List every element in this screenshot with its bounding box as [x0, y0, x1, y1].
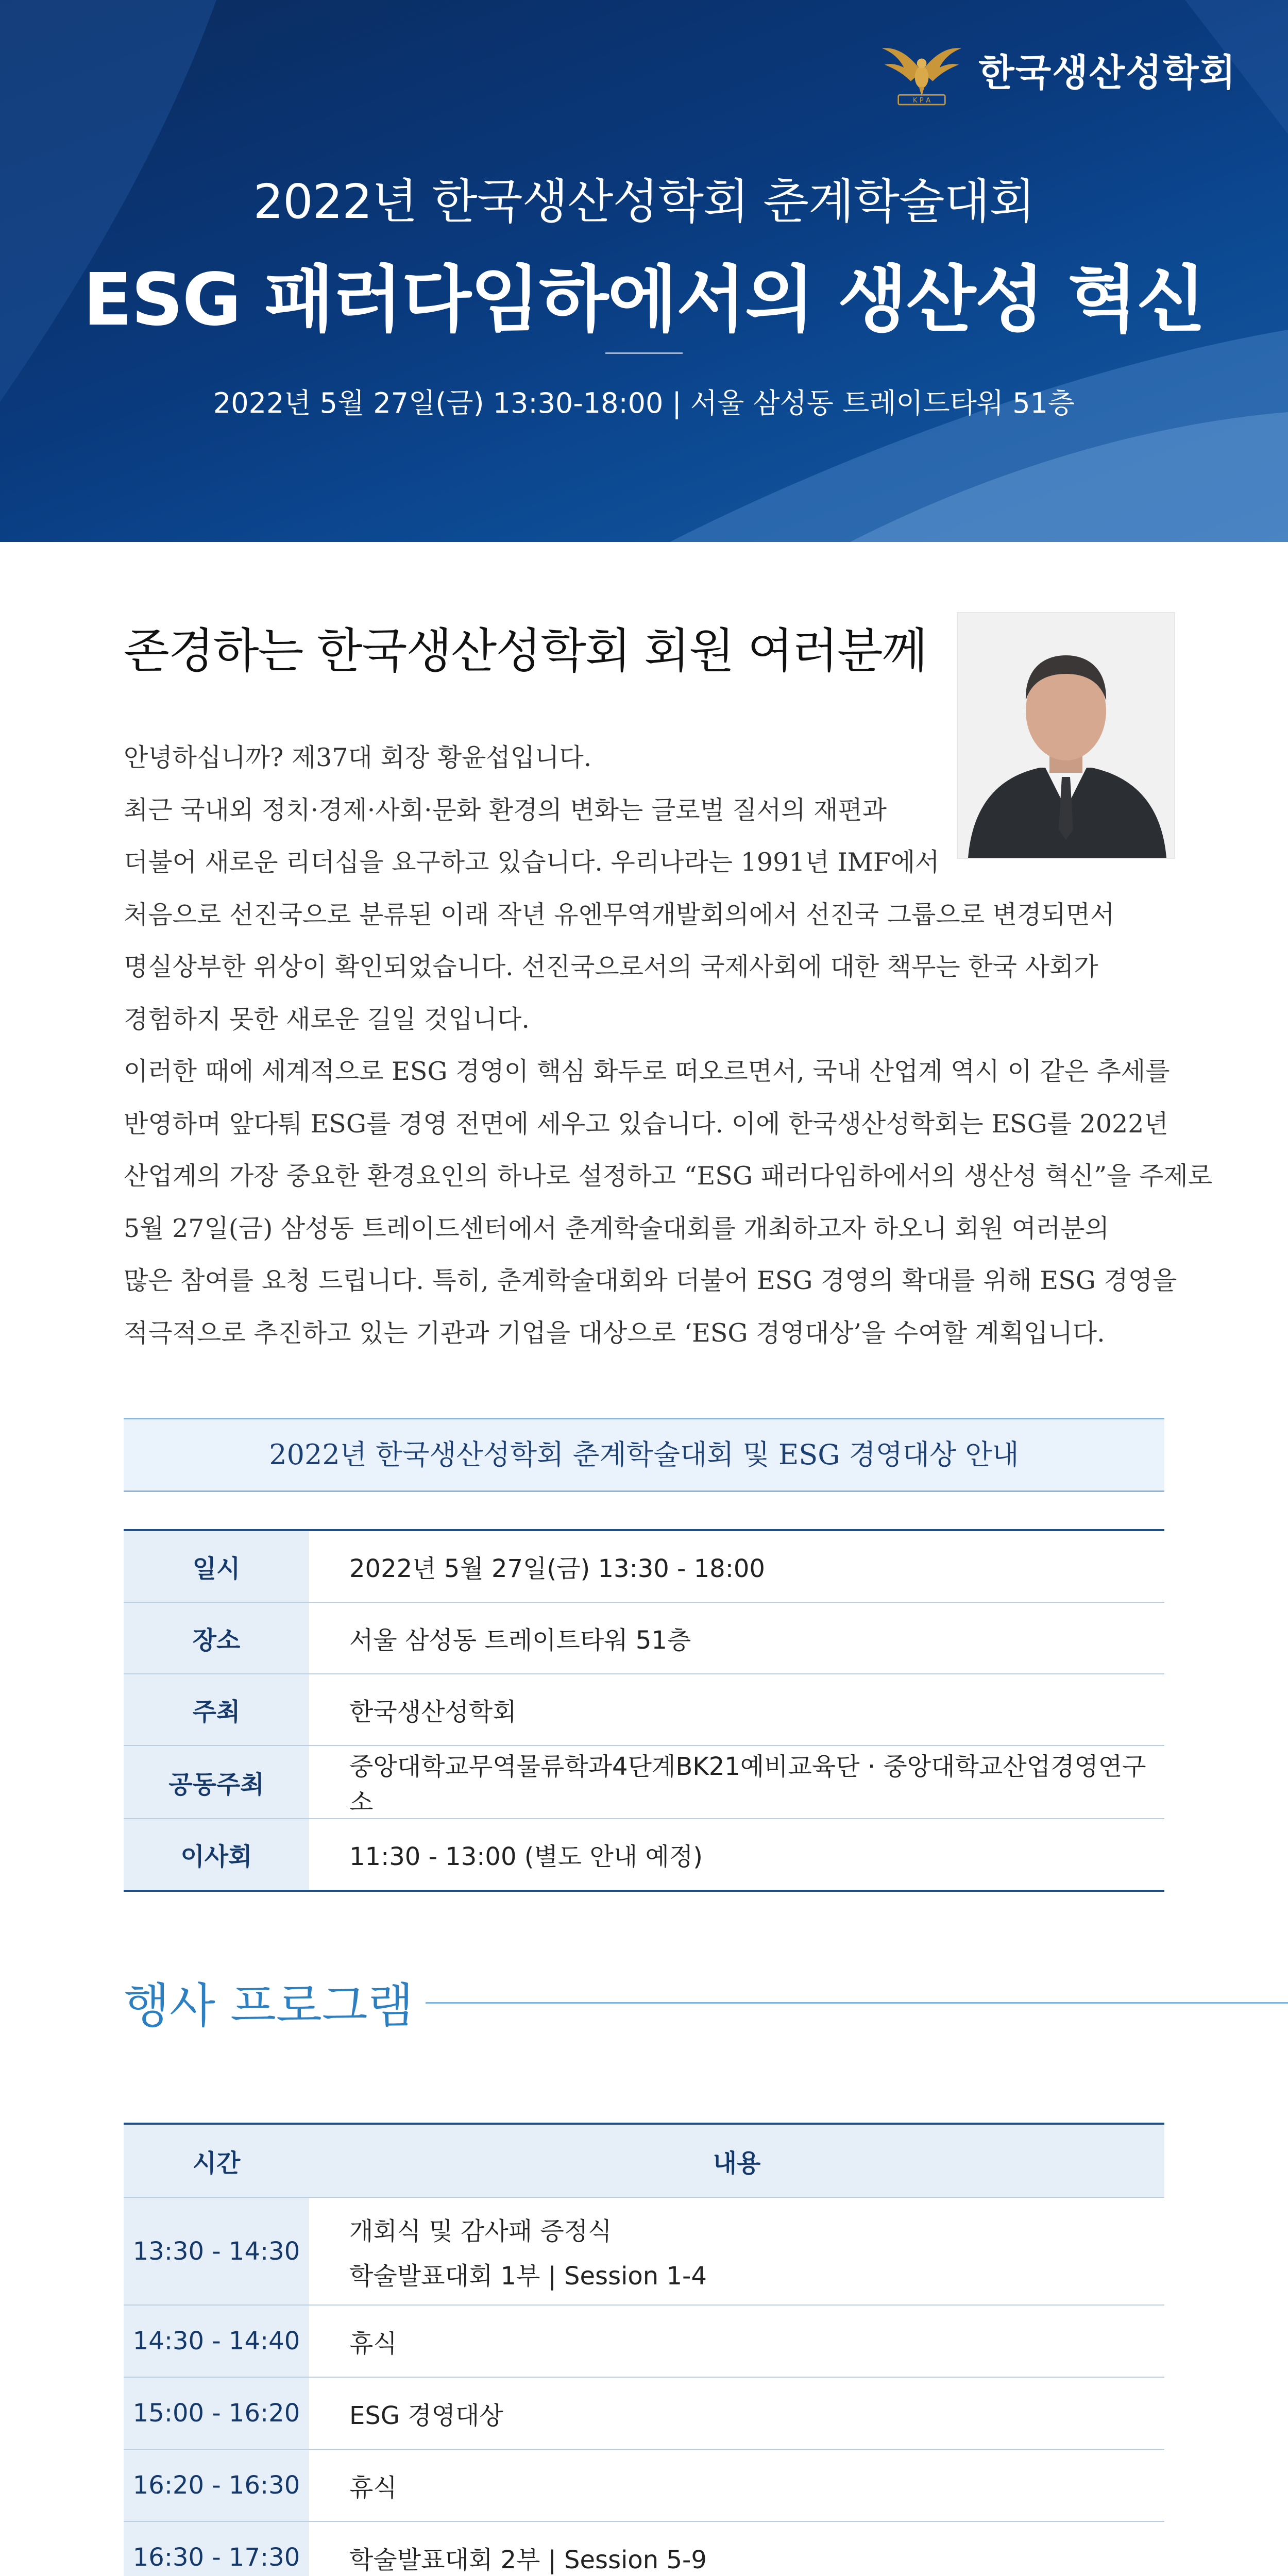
info-value: 2022년 5월 27일(금) 13:30 - 18:00 [309, 1530, 1164, 1602]
header-org-name: 한국생산성학회 [978, 51, 1236, 94]
program-title-line [426, 2002, 1288, 2004]
table-row [124, 2305, 1164, 2377]
info-value: 11:30 - 13:00 (별도 안내 예정) [349, 1842, 703, 1871]
table-row [124, 2521, 1164, 2576]
info-value: 한국생산성학회 [309, 1674, 1164, 1745]
info-key: 일시 [124, 1530, 309, 1602]
table-row [124, 2197, 1164, 2305]
table-row [124, 1745, 1164, 1819]
letter-line: 명실상부한 위상이 확인되었습니다. 선진국으로서의 국제사회에 대한 책무는 한국 사회가 [124, 952, 1098, 981]
program-time: 14:30 - 14:40 [124, 2305, 309, 2377]
letter-line: 5월 27일(금) 삼성동 트레이드센터에서 춘계학술대회를 개최하고자 하오니 회원 여러분의 [124, 1213, 1110, 1243]
letter-body [124, 732, 1213, 1359]
letter-line: 이러한 때에 세계적으로 ESG 경영이 핵심 화두로 떠오르면서, 국내 산업계 역시 이 같은 추세를 [124, 1057, 1170, 1086]
header-logo [880, 31, 1236, 108]
info-value: 중앙대학교무역물류학과4단계BK21예비교육단 · 중앙대학교산업경영연구소 [309, 1745, 1164, 1819]
event-title: ESG 패러다임하에서의 생산성 혁신 [83, 258, 1205, 342]
program-content: 학술발표대회 2부 | Session 5-9 [309, 2521, 1164, 2576]
letter-line: 더불어 새로운 리더십을 요구하고 있습니다. 우리나라는 1991년 IMF에서 [124, 848, 940, 877]
column-header-time: 시간 [124, 2124, 309, 2197]
letter-line: 많은 참여를 요청 드립니다. 특히, 춘계학술대회와 더불어 ESG 경영의 확대를 위해 ESG 경영을 [124, 1266, 1177, 1295]
letter-line: 경험하지 못한 새로운 길일 것입니다. [124, 1004, 530, 1034]
header-banner [0, 0, 1288, 542]
program-content: 휴식 [309, 2449, 1164, 2521]
table-row [124, 1602, 1164, 1674]
info-key: 주최 [124, 1674, 309, 1745]
eagle-emblem-icon [880, 31, 963, 108]
title-divider [605, 352, 683, 354]
info-value: 서울 삼성동 트레이트타워 51층 [309, 1602, 1164, 1674]
info-key: 공동주최 [124, 1745, 309, 1819]
letter-line: 안녕하십니까? 제37대 회장 황윤섭입니다. [124, 743, 592, 772]
event-info-table [124, 1529, 1164, 1892]
table-row [124, 1674, 1164, 1745]
info-key: 이사회 [124, 1819, 309, 1891]
program-time: 13:30 - 14:30 [124, 2197, 309, 2305]
program-time: 15:00 - 16:20 [124, 2377, 309, 2449]
info-heading: 2022년 한국생산성학회 춘계학술대회 및 ESG 경영대상 안내 [124, 1418, 1164, 1492]
program-content: 휴식 [309, 2305, 1164, 2377]
letter-line: 처음으로 선진국으로 분류된 이래 작년 유엔무역개발회의에서 선진국 그룹으로 변경되면서 [124, 900, 1115, 929]
table-header-row [124, 2124, 1164, 2197]
table-row [124, 2377, 1164, 2449]
table-row [124, 2449, 1164, 2521]
letter-line: 적극적으로 추진하고 있는 기관과 기업을 대상으로 ‘ESG 경영대상’을 수여할 계획입니다. [124, 1318, 1105, 1348]
info-key: 장소 [124, 1602, 309, 1674]
letter-greeting: 존경하는 한국생산성학회 회원 여러분께 [124, 623, 927, 679]
program-content-line: 개회식 및 감사패 증정식 [349, 2216, 612, 2246]
letter-line: 반영하며 앞다퉈 ESG를 경영 전면에 세우고 있습니다. 이에 한국생산성학회는 ESG를 2022년 [124, 1109, 1168, 1139]
program-content: ESG 경영대상 [309, 2377, 1164, 2449]
table-row [124, 1530, 1164, 1602]
event-subtitle: 2022년 한국생산성학회 춘계학술대회 [253, 174, 1035, 229]
table-row [124, 1819, 1164, 1891]
column-header-content: 내용 [309, 2124, 1164, 2197]
program-content-line: 학술발표대회 1부 | Session 1-4 [349, 2261, 707, 2291]
letter-line: 최근 국내외 정치·경제·사회·문화 환경의 변화는 글로벌 질서의 재편과 [124, 795, 887, 825]
program-time: 16:20 - 16:30 [124, 2449, 309, 2521]
event-datetime-place: 2022년 5월 27일(금) 13:30-18:00 | 서울 삼성동 트레이드타워 51층 [213, 387, 1075, 419]
emblem-text: K P A [912, 97, 931, 105]
program-time: 16:30 - 17:30 [124, 2521, 309, 2576]
program-table [124, 2123, 1164, 2576]
program-title: 행사 프로그램 [124, 1978, 414, 2033]
program-content [309, 2197, 1164, 2305]
letter-line: 산업계의 가장 중요한 환경요인의 하나로 설정하고 “ESG 패러다임하에서의 생산성 혁신”을 주제로 [124, 1161, 1213, 1191]
